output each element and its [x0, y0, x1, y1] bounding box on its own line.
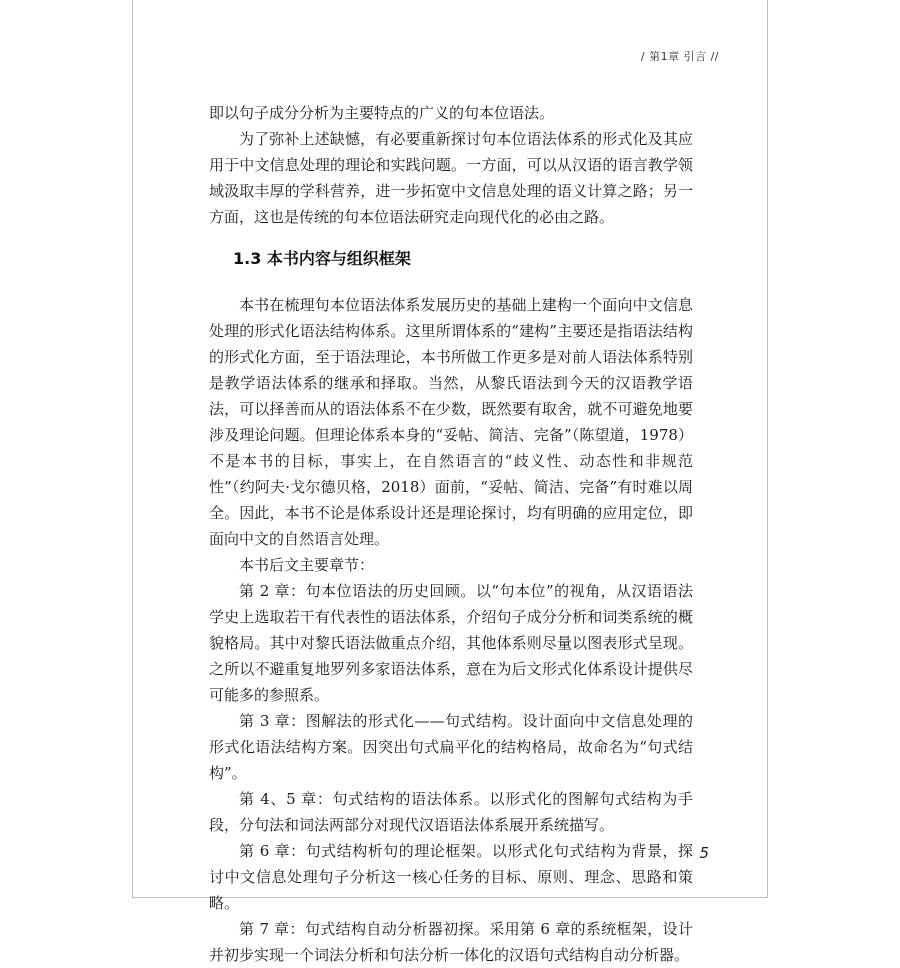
running-header: / 第1章 引言 //	[640, 50, 719, 63]
page-number: 5	[699, 844, 709, 862]
chapter-summary-3: 第 3 章：图解法的形式化——句式结构。设计面向中文信息处理的形式化语法结构方案。因突出句式扁平化的结构格局，故命名为“句式结构”。	[209, 712, 693, 782]
chapter-summary-4-5: 第 4、5 章：句式结构的语法体系。以形式化的图解句式结构为手段，分句法和词法两部分对现代汉语语法体系展开系统描写。	[209, 790, 693, 834]
chapter-summary-7: 第 7 章：句式结构自动分析器初探。采用第 6 章的系统框架，设计并初步实现一个词法分析和句法分析一体化的汉语句式结构自动分析器。	[209, 920, 693, 964]
section-heading: 1.3 本书内容与组织框架	[233, 249, 411, 268]
main-text-block	[209, 292, 693, 968]
book-page	[132, 0, 768, 964]
paragraph: 本书在梳理句本位语法体系发展历史的基础上建构一个面向中文信息处理的形式化语法结构体系。这里所谓体系的“建构”主要还是指语法结构的形式化方面，至于语法理论，本书所做工作更多是对前人语法体系特别是教学语法体系的继承和择取。当然，从黎氏语法到今天的汉语教学语法，可以择善而从的语法体系不在少数，既然要有取舍，就不可避免地要涉及理论问题。但理论体系本身的“妥帖、简洁、完备”（陈望道，1978）不是本书的目标，事实上，在自然语言的“歧义性、动态性和非规范性”（约阿夫·戈尔德贝格，2018）面前，“妥帖、简洁、完备”有时难以周全。因此，本书不论是体系设计还是理论探讨，均有明确的应用定位，即面向中文的自然语言处理。	[209, 296, 693, 548]
paragraph-continuation: 即以句子成分分析为主要特点的广义的句本位语法。	[209, 104, 555, 122]
chapter-summary-6: 第 6 章：句式结构析句的理论框架。以形式化句式结构为背景，探讨中文信息处理句子分析这一核心任务的目标、原则、理念、思路和策略。	[209, 842, 693, 912]
chapter-summary-2: 第 2 章：句本位语法的历史回顾。以“句本位”的视角，从汉语语法学史上选取若干有代表性的语法体系，介绍句子成分分析和词类系统的概貌格局。其中对黎氏语法做重点介绍，其他体系则尽量以图表形式呈现。之所以不避重复地罗列多家语法体系，意在为后文形式化体系设计提供尽可能多的参照系。	[209, 582, 693, 704]
top-text-block	[209, 100, 693, 230]
paragraph: 为了弥补上述缺憾，有必要重新探讨句本位语法体系的形式化及其应用于中文信息处理的理论和实践问题。一方面，可以从汉语的语言教学领域汲取丰厚的学科营养，进一步拓宽中文信息处理的语义计算之路；另一方面，这也是传统的句本位语法研究走向现代化的必由之路。	[209, 130, 693, 226]
chapter-list-intro: 本书后文主要章节：	[239, 556, 375, 574]
